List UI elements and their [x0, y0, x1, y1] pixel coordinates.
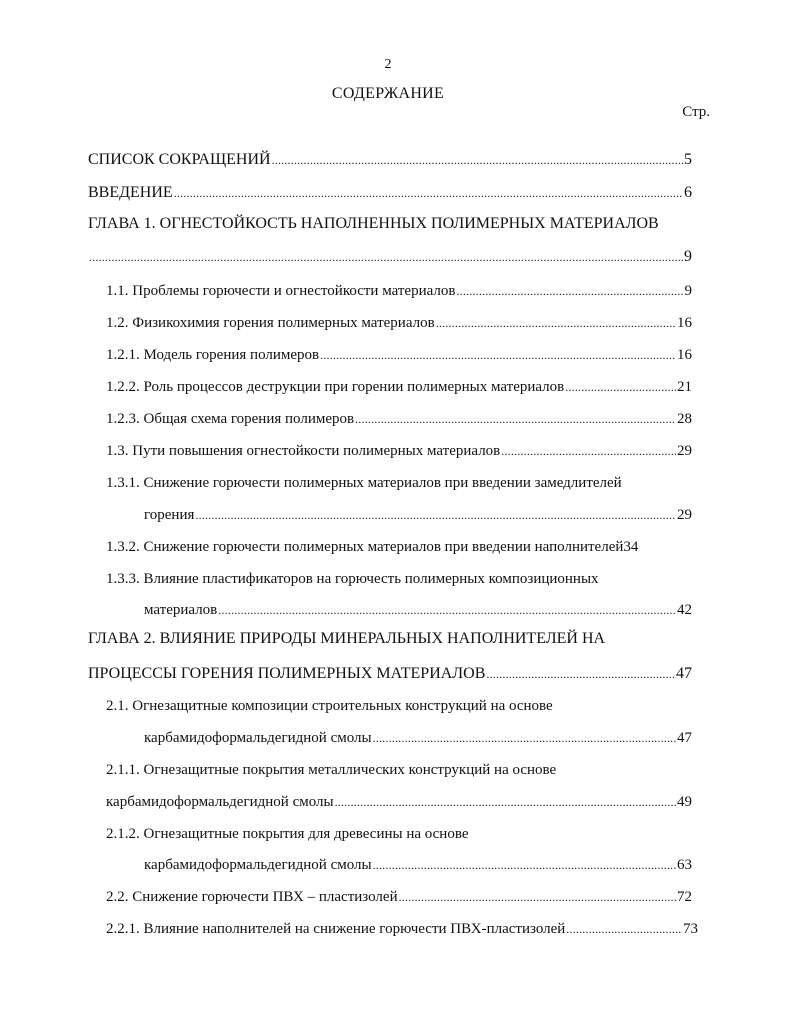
toc-entry-2-1-2-cont — [144, 855, 692, 875]
toc-page-number: 29 — [677, 443, 692, 459]
toc-page-number: 16 — [677, 347, 692, 363]
page-number: 2 — [384, 57, 392, 72]
toc-entry-text: 2.1.1. Огнезащитные покрытия металлических конструкций на основе — [106, 762, 557, 778]
toc-entry-text: СПИСОК СОКРАЩЕНИЙ — [88, 151, 271, 168]
leader-dots — [89, 247, 683, 267]
toc-entry-introduction[interactable] — [88, 183, 692, 203]
toc-entry-text: 1.2.1. Модель горения полимеров — [106, 347, 320, 363]
toc-entry-1-3-1-cont — [144, 505, 692, 525]
toc-entry-2-1-cont — [144, 728, 692, 748]
toc-entry-1-2-1[interactable] — [106, 345, 692, 365]
leader-dots — [373, 728, 676, 748]
leader-dots — [335, 792, 676, 812]
toc-entry-2-1-1-cont — [106, 792, 692, 812]
leader-dots — [174, 183, 683, 203]
toc-page-number: 49 — [677, 794, 692, 810]
toc-entry-abbreviations[interactable] — [88, 150, 692, 170]
page-title: СОДЕРЖАНИЕ — [331, 85, 445, 102]
toc-entry-chapter-2-cont — [88, 664, 692, 684]
leader-dots — [373, 855, 676, 875]
toc-entry-text: 1.3. Пути повышения огнестойкости полимерных материалов — [106, 443, 501, 459]
toc-entry-text: 2.1.2. Огнезащитные покрытия для древесины на основе — [106, 826, 469, 842]
toc-page-number: 47 — [676, 665, 692, 682]
leader-dots — [195, 505, 676, 525]
leader-dots — [355, 409, 676, 429]
toc-entry-text: 2.2.1. Влияние наполнителей на снижение горючести ПВХ-пластизолей — [106, 921, 566, 937]
leader-dots — [456, 281, 683, 301]
toc-entry-2-2[interactable] — [106, 887, 692, 907]
toc-entry-chapter-1[interactable] — [88, 214, 692, 234]
toc-entry-text: карбамидоформальдегидной смолы — [144, 857, 372, 873]
toc-entry-1-1[interactable] — [106, 281, 692, 301]
leader-dots — [320, 345, 676, 365]
toc-entry-text: 1.3.1. Снижение горючести полимерных материалов при введении замедлителей — [106, 475, 622, 491]
page-column-label: Стр. — [682, 104, 710, 120]
toc-entry-1-2[interactable] — [106, 313, 692, 333]
toc-page-number: 5 — [684, 151, 692, 168]
toc-page-number: 21 — [677, 379, 692, 395]
toc-entry-text: материалов — [144, 602, 218, 618]
leader-dots — [501, 441, 676, 461]
toc-page-number: 16 — [677, 315, 692, 331]
toc-page-number: 63 — [677, 857, 692, 873]
toc-entry-2-1-1[interactable] — [106, 760, 692, 780]
toc-page-number: 34 — [623, 539, 639, 555]
toc-page-number: 28 — [677, 411, 692, 427]
leader-dots — [486, 664, 675, 684]
toc-page-number: 72 — [677, 889, 692, 905]
toc-entry-text: горения — [144, 507, 195, 523]
toc-entry-1-2-3[interactable] — [106, 409, 692, 429]
toc-page-number: 6 — [684, 184, 692, 201]
toc-entry-text: 1.2.3. Общая схема горения полимеров — [106, 411, 355, 427]
toc-entry-text: карбамидоформальдегидной смолы — [106, 794, 334, 810]
toc-entry-1-2-2[interactable] — [106, 377, 692, 397]
toc-page-number: 9 — [684, 283, 692, 299]
leader-dots — [565, 377, 676, 397]
toc-entry-text: 1.2. Физикохимия горения полимерных материалов — [106, 315, 435, 331]
leader-dots — [272, 150, 683, 170]
toc-entry-1-3-1[interactable] — [106, 473, 692, 493]
toc-page-number: 29 — [677, 507, 692, 523]
toc-entry-text: карбамидоформальдегидной смолы — [144, 730, 372, 746]
toc-entry-1-3-2[interactable] — [106, 537, 701, 557]
toc-page-number: 9 — [684, 248, 692, 265]
toc-entry-text: ГЛАВА 2. ВЛИЯНИЕ ПРИРОДЫ МИНЕРАЛЬНЫХ НАПОЛНИТЕЛЕЙ НА — [88, 630, 606, 647]
toc-entry-text: 1.2.2. Роль процессов деструкции при горении полимерных материалов — [106, 379, 565, 395]
toc-entry-1-3-3-cont — [144, 600, 692, 620]
toc-page-number: 73 — [683, 921, 698, 937]
leader-dots — [566, 919, 682, 939]
toc-entry-chapter-2[interactable] — [88, 629, 692, 649]
toc-page-number: 42 — [677, 602, 692, 618]
toc-entry-text: ВВЕДЕНИЕ — [88, 184, 173, 201]
toc-entry-2-1-2[interactable] — [106, 824, 692, 844]
leader-dots — [436, 313, 676, 333]
toc-page-number: 47 — [677, 730, 692, 746]
toc-entry-text: ГЛАВА 1. ОГНЕСТОЙКОСТЬ НАПОЛНЕННЫХ ПОЛИМЕРНЫХ МАТЕРИАЛОВ — [88, 215, 659, 232]
toc-entry-text: ПРОЦЕССЫ ГОРЕНИЯ ПОЛИМЕРНЫХ МАТЕРИАЛОВ — [88, 665, 486, 682]
toc-entry-chapter-1-page — [88, 247, 692, 267]
toc-entry-text: 1.3.2. Снижение горючести полимерных материалов при введении наполнителей — [106, 539, 624, 555]
toc-entry-text: 1.1. Проблемы горючести и огнестойкости материалов — [106, 283, 456, 299]
leader-dots — [218, 600, 676, 620]
toc-entry-text: 2.2. Снижение горючести ПВХ – пластизолей — [106, 889, 398, 905]
toc-entry-1-3-3[interactable] — [106, 569, 692, 589]
toc-entry-1-3[interactable] — [106, 441, 692, 461]
toc-entry-text: 1.3.3. Влияние пластификаторов на горючесть полимерных композиционных — [106, 571, 599, 587]
toc-entry-2-1[interactable] — [106, 696, 692, 716]
leader-dots — [399, 887, 676, 907]
toc-entry-text: 2.1. Огнезащитные композиции строительных конструкций на основе — [106, 698, 553, 714]
toc-entry-2-2-1[interactable] — [106, 919, 698, 939]
